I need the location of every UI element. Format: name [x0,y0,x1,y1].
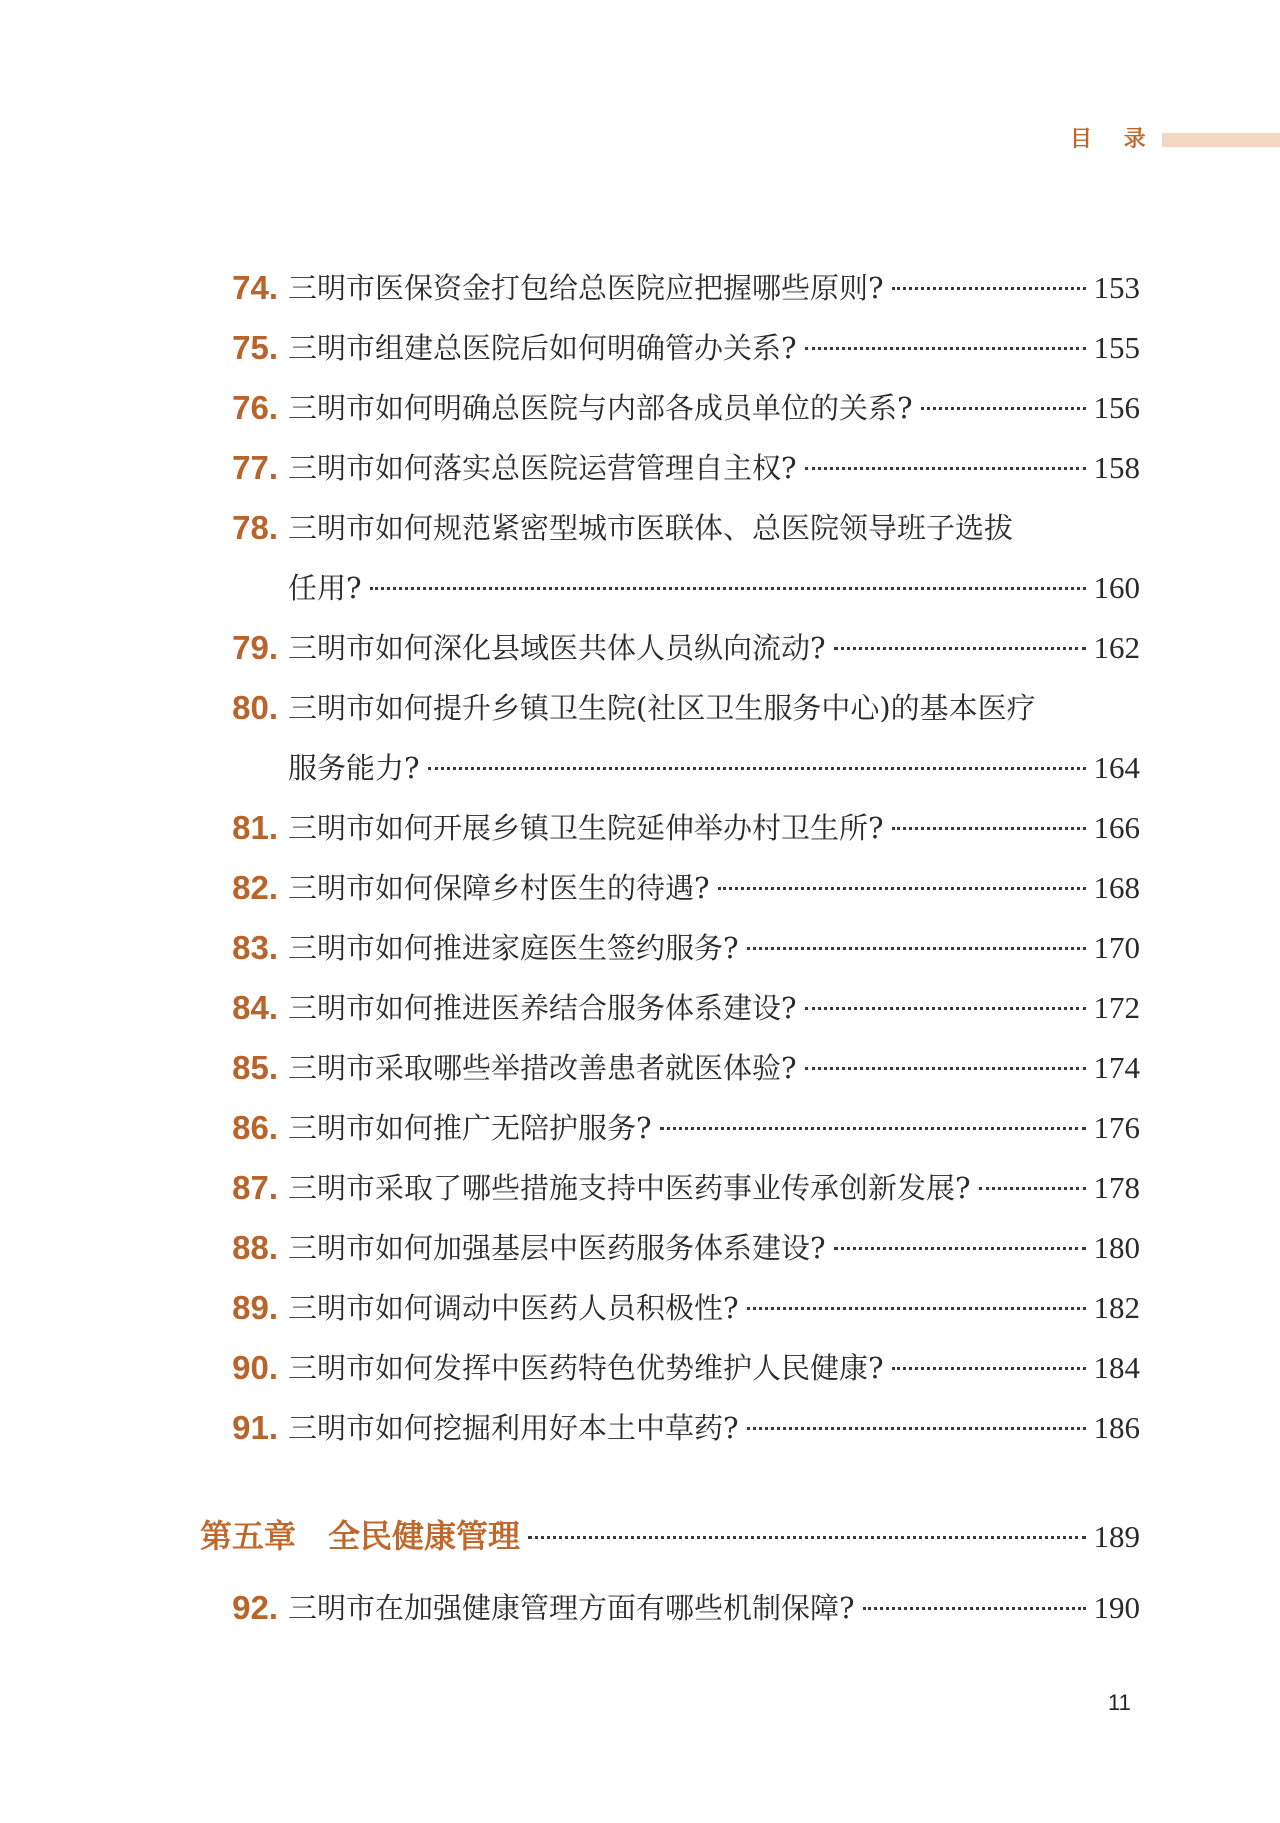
toc-entry-page: 184 [1093,1350,1140,1385]
toc-entry [0,1038,1280,1098]
toc-entry-page: 176 [1093,1110,1140,1145]
toc-entry-title: 三明市采取了哪些措施支持中医药事业传承创新发展? [288,1171,971,1205]
toc-entry-page: 182 [1093,1290,1140,1325]
dot-leader [834,1247,1086,1250]
toc-entry-row [288,1398,1140,1458]
toc-entry-title: 三明市如何规范紧密型城市医联体、总医院领导班子选拔 [288,511,1014,545]
toc-entry-row [288,618,1140,678]
toc-entry-title: 三明市如何提升乡镇卫生院(社区卫生服务中心)的基本医疗 [288,691,1036,725]
toc-entry-title: 任用? [288,571,362,605]
dot-leader [718,887,1086,890]
toc-entry-title: 三明市如何发挥中医药特色优势维护人民健康? [288,1351,884,1385]
toc-entry-title: 三明市如何深化县域医共体人员纵向流动? [288,631,826,665]
toc-entry-page: 155 [1093,330,1140,365]
toc-entry-page: 162 [1093,630,1140,665]
toc-entry-number: 92. [232,1589,278,1626]
dot-leader [428,767,1086,770]
toc-entry-number: 91. [232,1409,278,1446]
toc-entry-number: 81. [232,809,278,846]
toc-entry-page: 190 [1093,1590,1140,1625]
chapter-row [200,1506,1140,1566]
toc-entry-number: 82. [232,869,278,906]
toc-entry [0,318,1280,378]
toc-entry-page: 160 [1093,570,1140,605]
toc-entry-number: 84. [232,989,278,1026]
toc-entry [0,1578,1280,1638]
toc-entry-row [288,1578,1140,1638]
toc-entry [0,918,1280,978]
toc-entry-page: 170 [1093,930,1140,965]
toc-entry-number: 88. [232,1229,278,1266]
chapter-page: 189 [1093,1519,1140,1554]
dot-leader [805,1067,1086,1070]
dot-leader [979,1187,1086,1190]
toc-entry-title: 三明市在加强健康管理方面有哪些机制保障? [288,1591,855,1625]
toc-entry-number: 79. [232,629,278,666]
toc-entry-continuation [0,738,1280,798]
toc-entry [0,258,1280,318]
toc-entry [0,978,1280,1038]
toc-entry-title: 三明市如何调动中医药人员积极性? [288,1291,739,1325]
dot-leader [863,1607,1086,1610]
toc-entry-row [288,978,1140,1038]
toc-entry-number: 86. [232,1109,278,1146]
toc-entry [0,678,1280,738]
toc-entry-row [288,318,1140,378]
toc-entry-number: 89. [232,1289,278,1326]
toc-entry-number: 76. [232,389,278,426]
page-header: 目 录 [1070,127,1158,152]
toc-entry-title: 三明市如何推广无陪护服务? [288,1111,652,1145]
dot-leader [805,1007,1086,1010]
header-decor-bar [1162,133,1280,147]
toc-entry-page: 180 [1093,1230,1140,1265]
toc-entry-title: 三明市如何明确总医院与内部各成员单位的关系? [288,391,913,425]
toc-entry [0,618,1280,678]
page-number: 11 [1108,1690,1131,1715]
toc-entry-page: 158 [1093,450,1140,485]
toc-entry [0,858,1280,918]
toc-entry-page: 164 [1093,750,1140,785]
toc-entry-number: 75. [232,329,278,366]
dot-leader [834,647,1086,650]
toc-entry [0,1158,1280,1218]
dot-leader [892,287,1086,290]
toc-entry-page: 156 [1093,390,1140,425]
toc-entry-title: 三明市如何推进家庭医生签约服务? [288,931,739,965]
toc-entry-title: 三明市如何推进医养结合服务体系建设? [288,991,797,1025]
toc-entry-row [288,1278,1140,1338]
toc-entry-number: 83. [232,929,278,966]
chapter-heading [0,1506,1280,1566]
toc-entry [0,1218,1280,1278]
chapter-title: 第五章 全民健康管理 [200,1517,521,1555]
toc-entry-page: 166 [1093,810,1140,845]
dot-leader [805,467,1086,470]
toc-entry-page: 178 [1093,1170,1140,1205]
toc-entry [0,1278,1280,1338]
toc-entry-title: 三明市如何保障乡村医生的待遇? [288,871,710,905]
toc-entry-title: 三明市采取哪些举措改善患者就医体验? [288,1051,797,1085]
toc-entry-number: 80. [232,689,278,726]
dot-leader [747,947,1086,950]
toc-entry-number: 87. [232,1169,278,1206]
dot-leader [747,1427,1086,1430]
toc-entry-row [288,738,1140,798]
toc-entry [0,1398,1280,1458]
toc-entry-page: 172 [1093,990,1140,1025]
toc-entry-title: 服务能力? [288,751,420,785]
toc-entry-row [288,1218,1140,1278]
toc-entry-title: 三明市医保资金打包给总医院应把握哪些原则? [288,271,884,305]
dot-leader [747,1307,1086,1310]
toc-entry-page: 153 [1093,270,1140,305]
toc-entry-row [288,1098,1140,1158]
toc-entry-title: 三明市如何挖掘利用好本土中草药? [288,1411,739,1445]
toc-entry-title: 三明市组建总医院后如何明确管办关系? [288,331,797,365]
toc-entry-continuation [0,558,1280,618]
dot-leader [370,587,1086,590]
toc-entry [0,798,1280,858]
toc-entry-row [288,258,1140,318]
toc-entry [0,438,1280,498]
toc-entry-title: 三明市如何落实总医院运营管理自主权? [288,451,797,485]
toc-entry-row [288,558,1140,618]
toc-entry-row [288,798,1140,858]
dot-leader [805,347,1086,350]
toc-entry [0,498,1280,558]
toc-entry-number: 74. [232,269,278,306]
toc-entry-row [288,918,1140,978]
dot-leader [528,1536,1085,1539]
toc-entry-row [288,1038,1140,1098]
dot-leader [892,1367,1086,1370]
toc-entry-row [288,1158,1140,1218]
dot-leader [921,407,1086,410]
toc-entry-number: 90. [232,1349,278,1386]
toc-entry-number: 78. [232,509,278,546]
toc-entry-row [288,1338,1140,1398]
toc-entry [0,1098,1280,1158]
toc-entry-row [288,858,1140,918]
toc-entry-row [288,438,1140,498]
toc-entry-page: 186 [1093,1410,1140,1445]
toc-entry-page: 174 [1093,1050,1140,1085]
toc-entry-number: 85. [232,1049,278,1086]
toc-entry-page: 168 [1093,870,1140,905]
toc-entry [0,1338,1280,1398]
toc-entry-row [288,378,1140,438]
toc-entry-number: 77. [232,449,278,486]
toc-entry-title: 三明市如何开展乡镇卫生院延伸举办村卫生所? [288,811,884,845]
toc-entry-title: 三明市如何加强基层中医药服务体系建设? [288,1231,826,1265]
dot-leader [892,827,1086,830]
dot-leader [660,1127,1086,1130]
toc-entry [0,378,1280,438]
